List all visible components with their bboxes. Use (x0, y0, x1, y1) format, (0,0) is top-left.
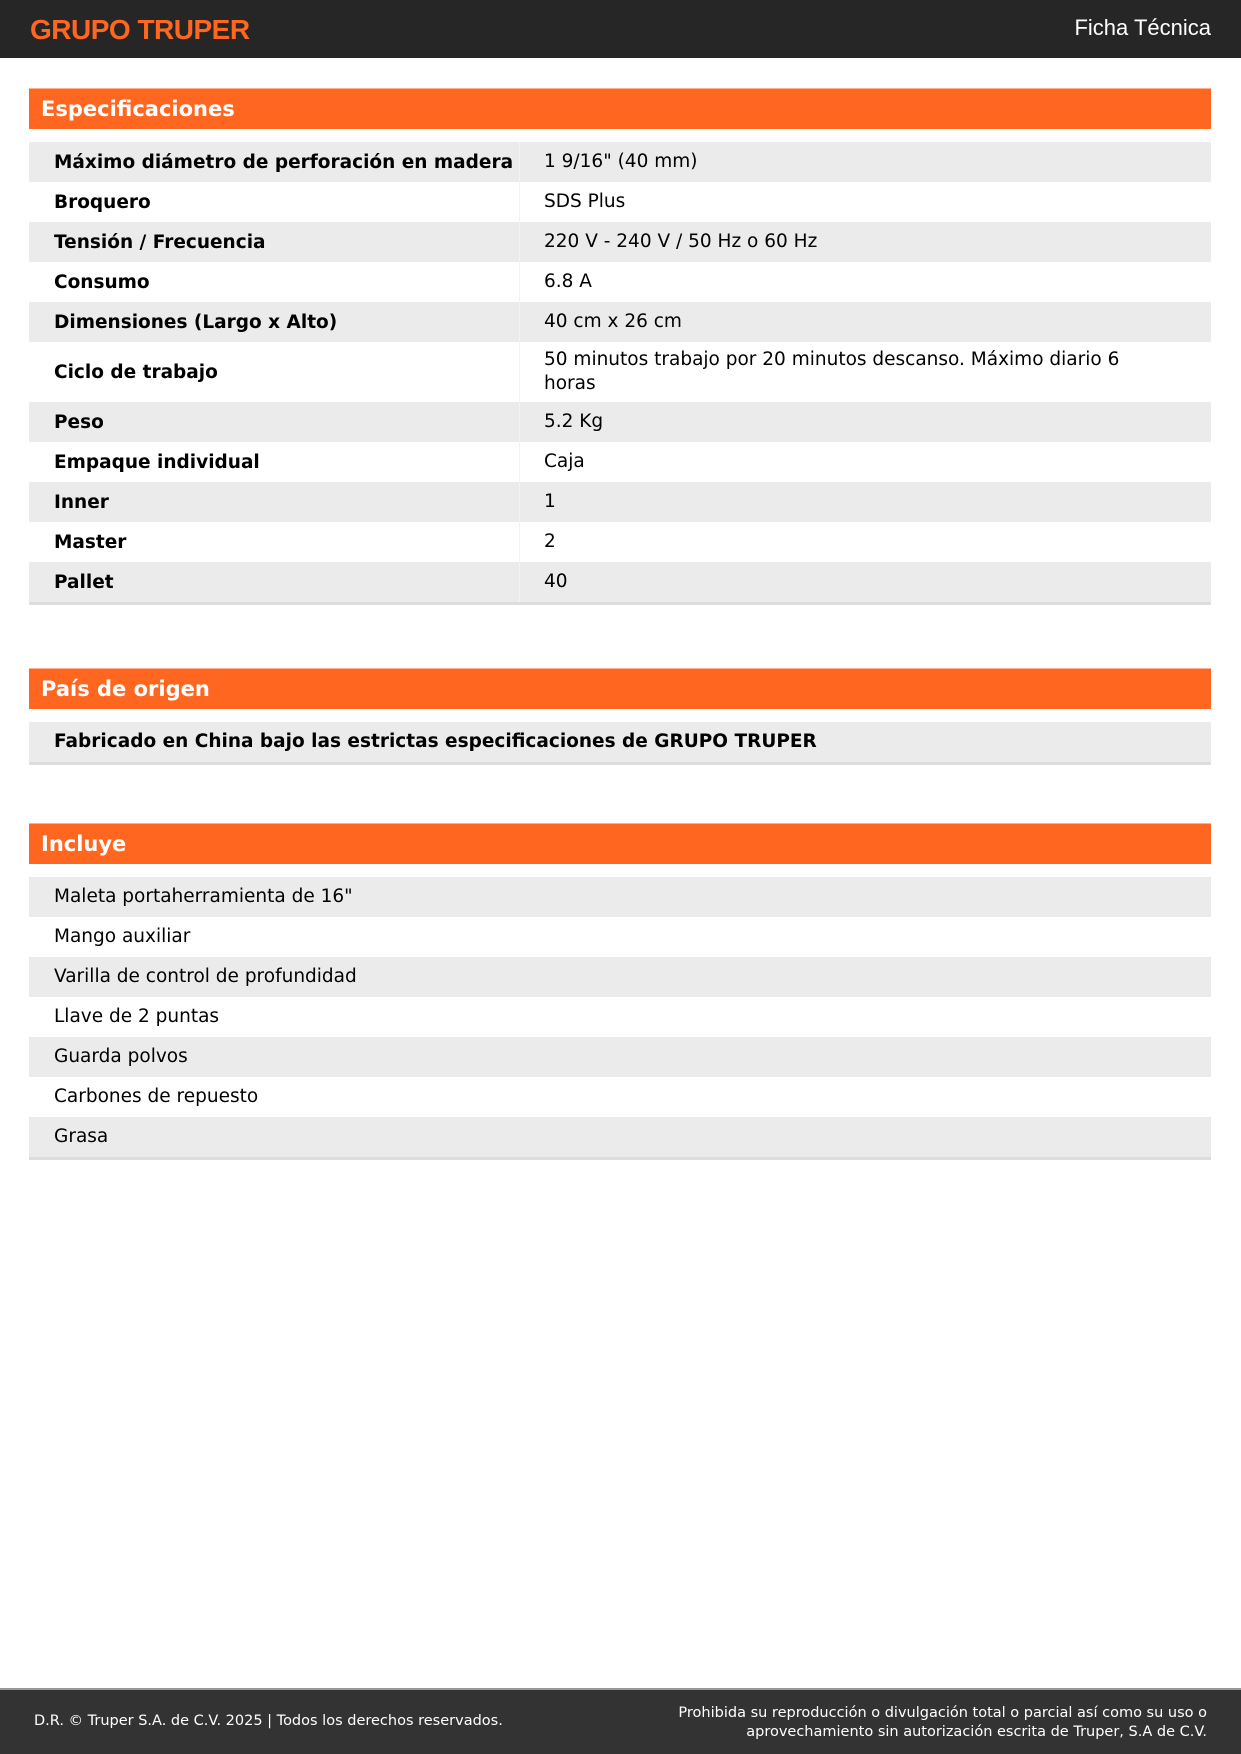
included-item: Varilla de control de profundidad (54, 966, 357, 987)
included-item: Maleta portaherramienta de 16" (54, 886, 353, 907)
spec-value: 220 V - 240 V / 50 Hz o 60 Hz (544, 231, 818, 252)
spec-value: 6.8 A (544, 271, 592, 292)
table-row (29, 722, 1211, 762)
spec-value: 5.2 Kg (544, 411, 604, 432)
table-row (29, 302, 1211, 342)
list-item (29, 957, 1211, 997)
table-row (29, 262, 1211, 302)
specifications-table (29, 142, 1211, 605)
list-item (29, 1037, 1211, 1077)
spec-label: Pallet (29, 562, 520, 602)
spec-label: Inner (29, 482, 520, 522)
table-row (29, 482, 1211, 522)
page-header (0, 0, 1241, 58)
section-heading: Incluye (29, 823, 1211, 864)
document-title: Ficha Técnica (1074, 15, 1211, 40)
spec-label: Tensión / Frecuencia (29, 222, 520, 262)
spec-value: Caja (544, 451, 585, 472)
spec-value: 50 minutos trabajo por 20 minutos descanso. Máximo diario 6 horas (544, 349, 1120, 394)
spec-value: 2 (544, 531, 556, 552)
list-item (29, 877, 1211, 917)
legal-notice: Prohibida su reproducción o divulgación total o parcial así como su uso o aprovechamiento sin autorización escrita de Truper, S.A de C.V. (678, 1705, 1207, 1740)
origin-text: Fabricado en China bajo las estrictas especificaciones de GRUPO TRUPER (54, 731, 817, 752)
copyright-text: D.R. © Truper S.A. de C.V. 2025 | Todos los derechos reservados. (34, 1713, 503, 1729)
table-row (29, 442, 1211, 482)
table-row (29, 562, 1211, 602)
included-item: Mango auxiliar (54, 926, 191, 947)
spec-label: Peso (29, 402, 520, 442)
included-item: Carbones de repuesto (54, 1086, 259, 1107)
table-row (29, 342, 1211, 402)
table-row (29, 222, 1211, 262)
spec-label: Broquero (29, 182, 520, 222)
spec-label: Dimensiones (Largo x Alto) (29, 302, 520, 342)
page-footer (0, 1688, 1241, 1754)
table-row (29, 142, 1211, 182)
included-item: Llave de 2 puntas (54, 1006, 220, 1027)
spec-label: Máximo diámetro de perforación en madera (29, 142, 520, 182)
specifications-section (29, 88, 1211, 605)
section-heading: Especificaciones (29, 88, 1211, 129)
spec-value: 1 (544, 491, 556, 512)
section-heading: País de origen (29, 668, 1211, 709)
spec-label: Consumo (29, 262, 520, 302)
table-row (29, 402, 1211, 442)
spec-label: Master (29, 522, 520, 562)
origin-section (29, 668, 1211, 765)
spec-value: 40 (544, 571, 568, 592)
included-item: Grasa (54, 1126, 109, 1147)
includes-section (29, 823, 1211, 1160)
table-row (29, 182, 1211, 222)
table-row (29, 522, 1211, 562)
included-item: Guarda polvos (54, 1046, 188, 1067)
spec-label: Ciclo de trabajo (29, 342, 520, 402)
includes-list (29, 877, 1211, 1160)
spec-value: 1 9/16" (40 mm) (544, 151, 698, 172)
list-item (29, 1077, 1211, 1117)
brand-logo: GRUPO TRUPER (30, 14, 250, 45)
origin-table (29, 722, 1211, 765)
spec-label: Empaque individual (29, 442, 520, 482)
list-item (29, 917, 1211, 957)
spec-value: SDS Plus (544, 191, 626, 212)
list-item (29, 997, 1211, 1037)
list-item (29, 1117, 1211, 1157)
spec-value: 40 cm x 26 cm (544, 311, 682, 332)
